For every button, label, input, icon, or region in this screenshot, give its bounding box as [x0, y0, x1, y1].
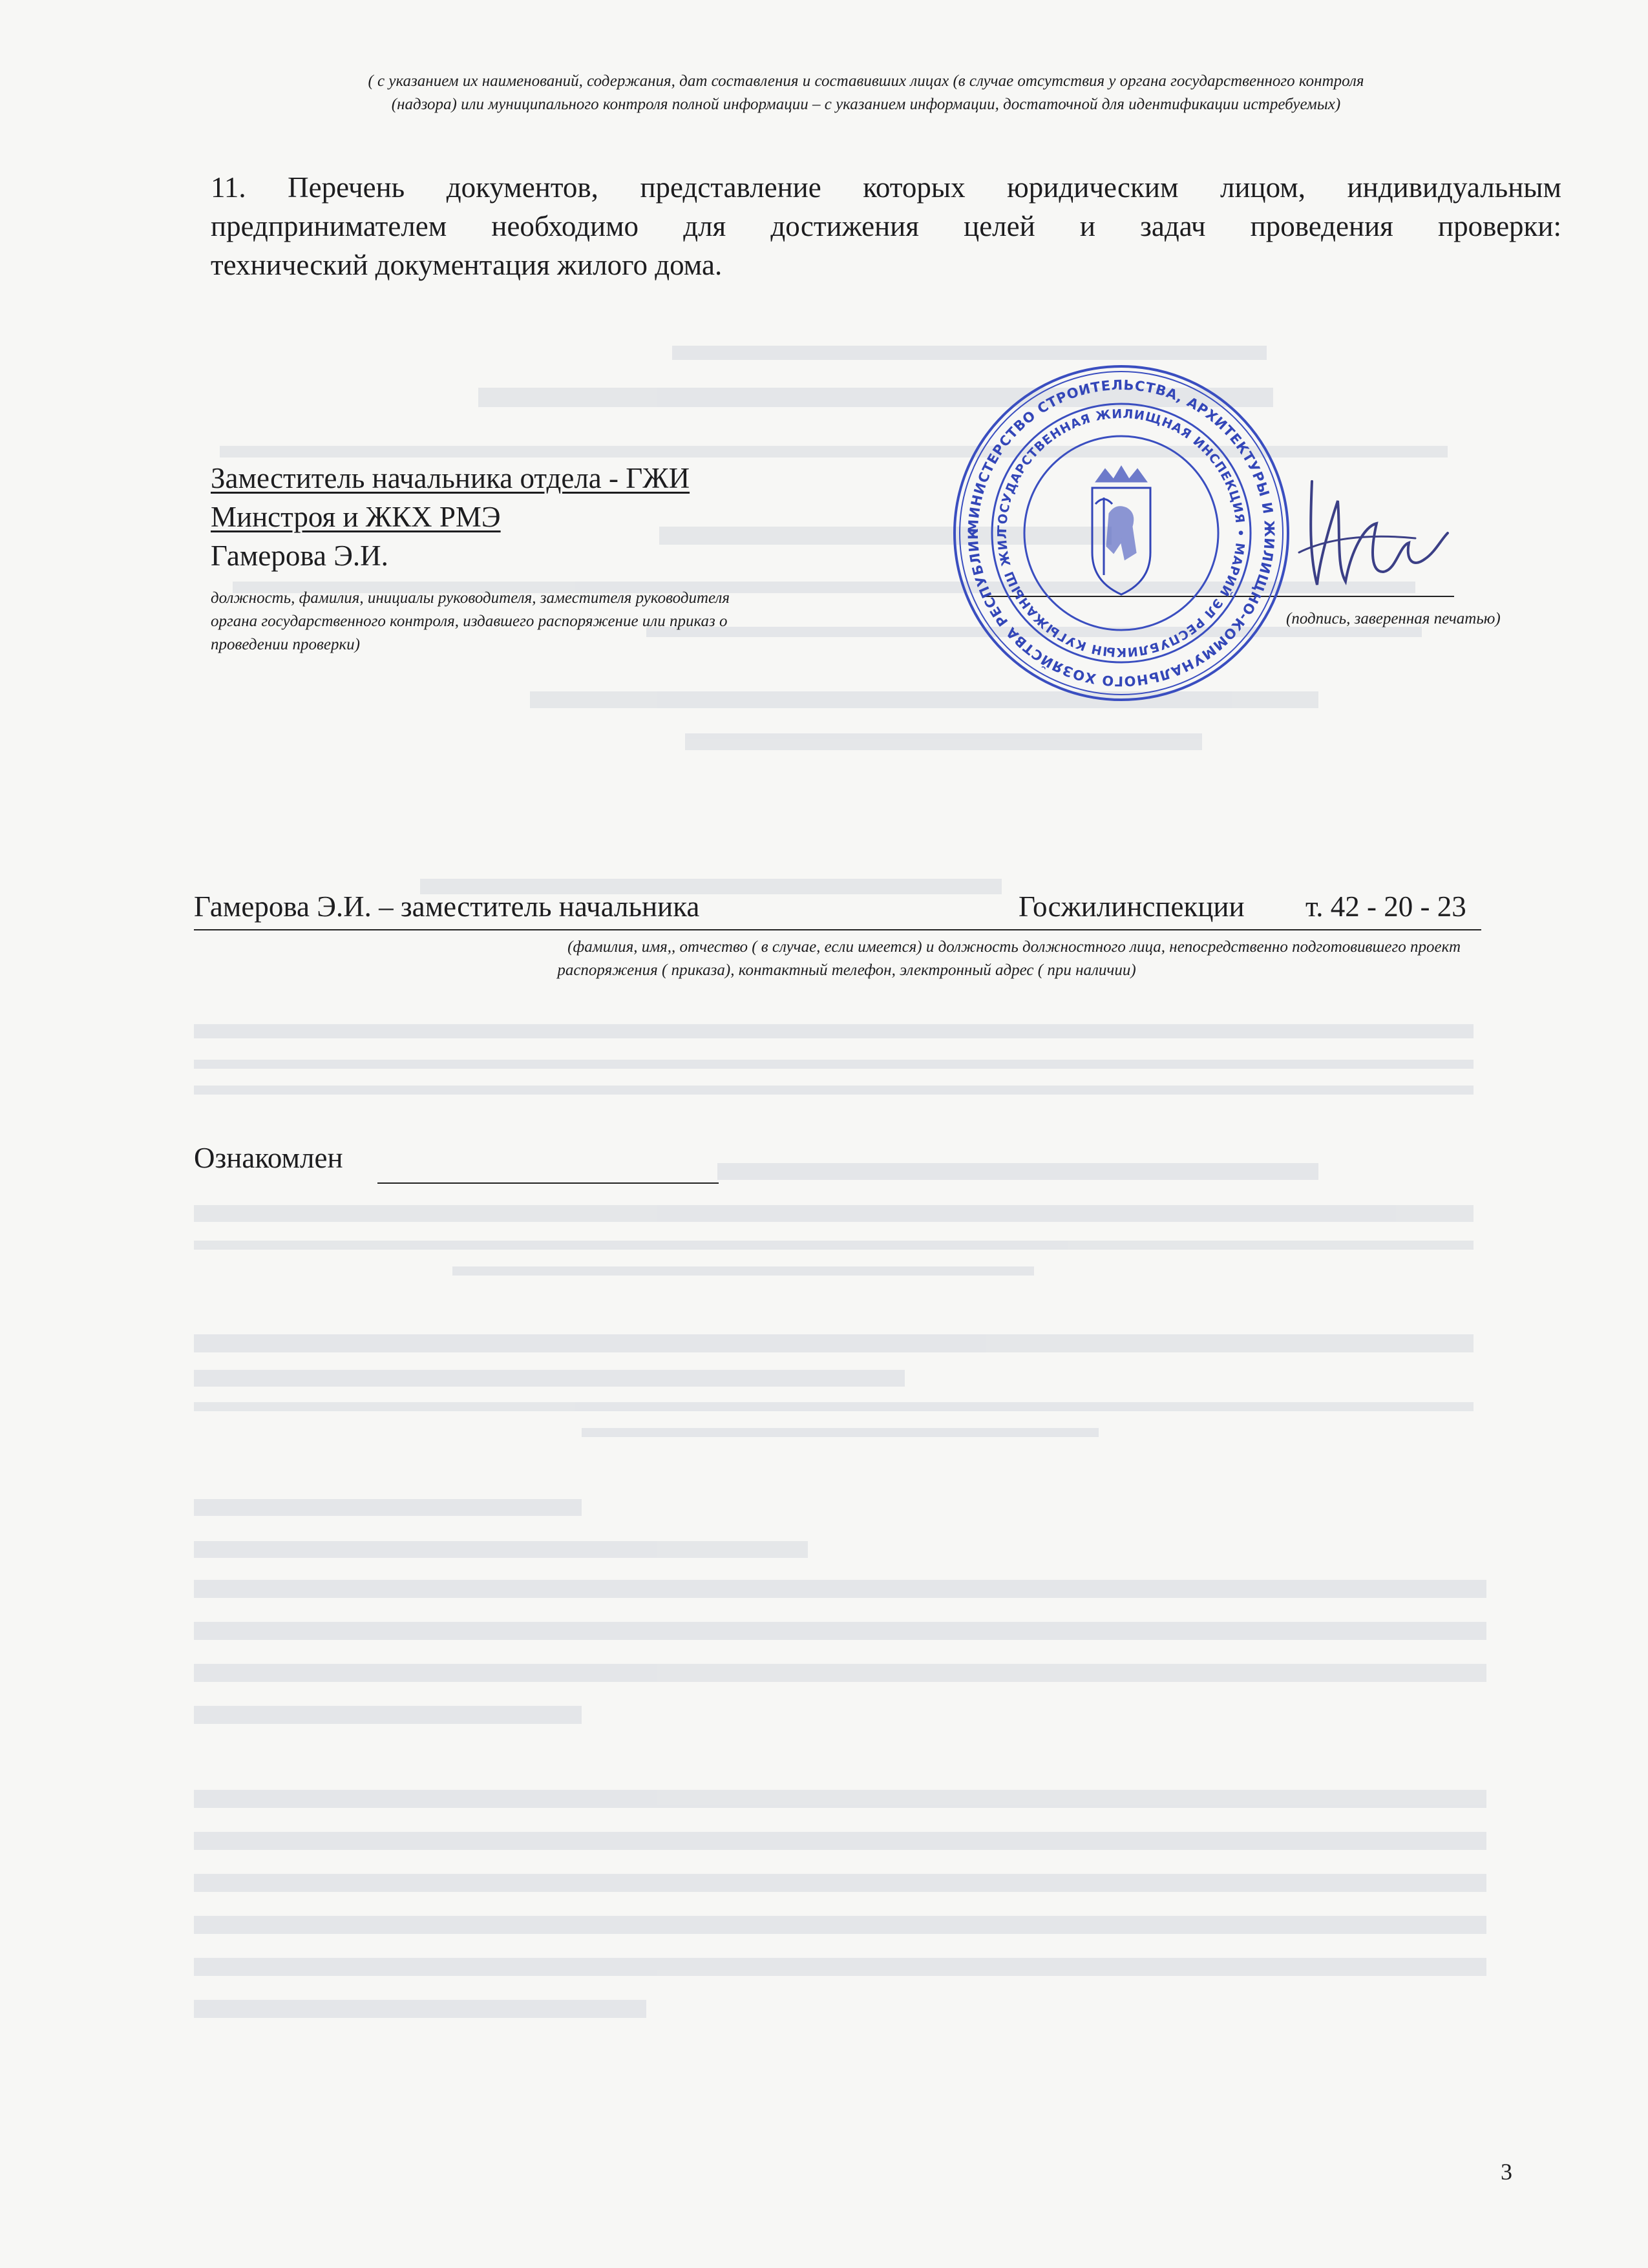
- preparer-phone: т. 42 - 20 - 23: [1305, 890, 1466, 923]
- coat-of-arms-icon: [1092, 467, 1150, 594]
- handwritten-signature: [1286, 462, 1454, 604]
- stamp-inner-text: ГОСУДАРСТВЕННАЯ ЖИЛИЩНАЯ ИНСПЕКЦИЯ • МАРИЙ ЭЛ РЕСПУБЛИКЫН КУГЫЖАНЫШ ЖИЛ: [995, 406, 1248, 660]
- item-11-paragraph: [211, 168, 1561, 284]
- acknowledgement-label: Ознакомлен: [194, 1142, 343, 1174]
- stamp-graphic: [947, 359, 1296, 708]
- signatory-caption: [211, 587, 954, 656]
- preparer-caption: [213, 936, 1480, 982]
- signatory-position-line-2: Минстроя и ЖКХ РМЭ: [211, 501, 501, 533]
- signatory-caption-line-1: должность, фамилия, инициалы руководителя, заместителя руководителя: [211, 589, 730, 607]
- note-line-2: (надзора) или муниципального контроля полной информации – с указанием информации, достаточной для идентификации истребуемых): [391, 96, 1341, 113]
- signatory-name: Гамерова Э.И.: [211, 540, 388, 572]
- page-number: 3: [1501, 2159, 1512, 2185]
- official-stamp: [947, 359, 1296, 708]
- preparer-organization: Госжилинспекции: [1019, 890, 1245, 923]
- preparer-underline: [194, 929, 1481, 930]
- preparer-caption-line-1: (фамилия, имя,, отчество ( в случае, если имеется) и должность должностного лица, непосредственно подготовившего проект: [567, 938, 1461, 956]
- preparer-caption-line-2: распоряжения ( приказа), контактный телефон, электронный адрес ( при наличии): [557, 961, 1136, 979]
- signature-icon: [1286, 462, 1454, 604]
- stamp-outer-text: МИНИСТЕРСТВО СТРОИТЕЛЬСТВА, АРХИТЕКТУРЫ И ЖИЛИЩНО-КОММУНАЛЬНОГО ХОЗЯЙСТВА РЕСПУБЛИК: [965, 377, 1278, 689]
- signatory-caption-line-3: проведении проверки): [211, 636, 360, 653]
- acknowledgement-signature-line: [377, 1182, 719, 1184]
- signature-caption: (подпись, заверенная печатью): [1286, 610, 1501, 627]
- signatory-caption-line-2: органа государственного контроля, издавшего распоряжение или приказ о: [211, 613, 728, 630]
- item-11-line-2: предпринимателем необходимо для достижения целей и задач проведения проверки:: [211, 210, 1561, 242]
- item-11-line-3: технический документация жилого дома.: [211, 249, 723, 281]
- requested-documents-note: [194, 70, 1538, 116]
- signatory-position-line-1: Заместитель начальника отдела - ГЖИ: [211, 462, 690, 494]
- preparer-name-position: Гамерова Э.И. – заместитель начальника: [194, 890, 700, 923]
- note-line-1: ( с указанием их наименований, содержания, дат составления и составивших лицах (в случае отсутствия у органа государственного контроля: [368, 72, 1364, 90]
- item-11-line-1: 11. Перечень документов, представление которых юридическим лицом, индивидуальным: [211, 171, 1561, 204]
